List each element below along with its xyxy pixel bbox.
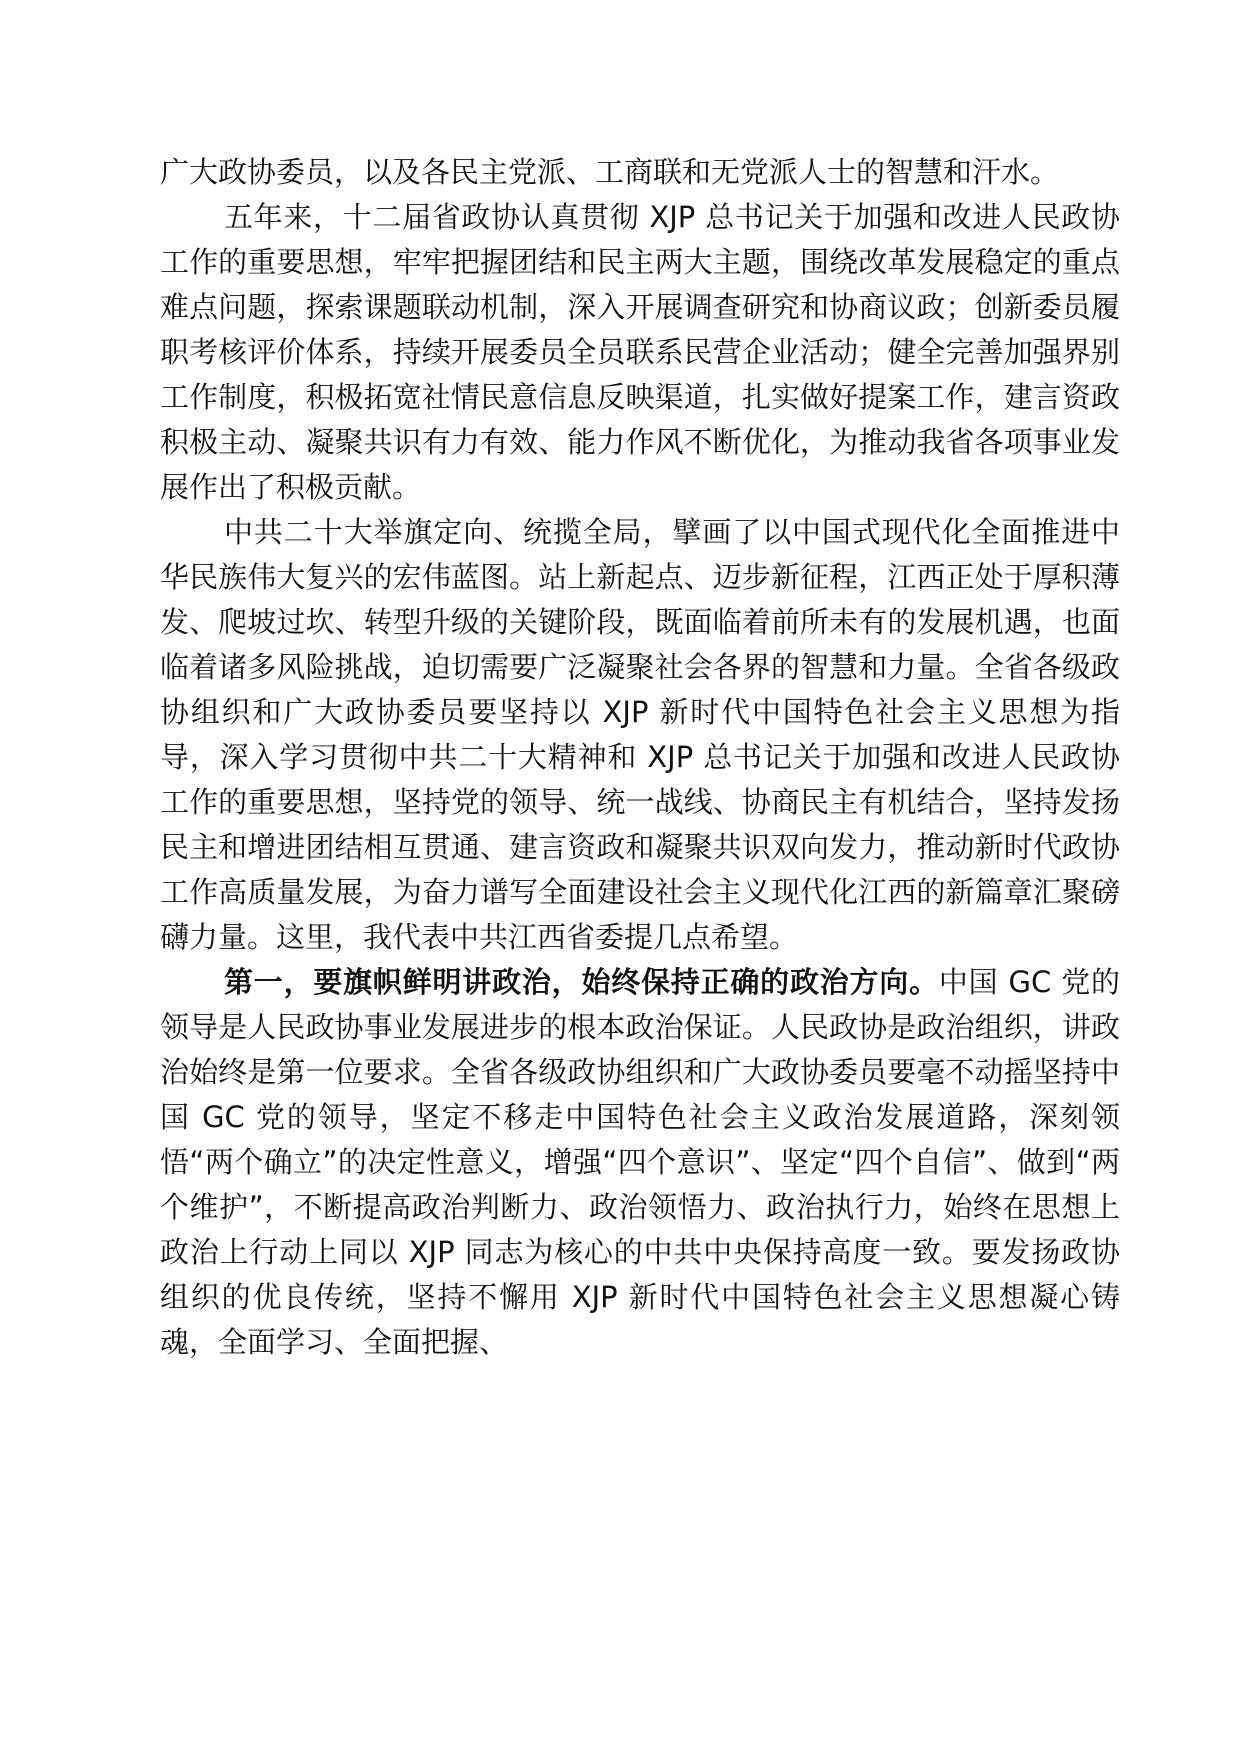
paragraph-first-point: [160, 960, 1120, 1365]
paragraph-lead-heading: 第一，要旗帜鲜明讲政治，始终保持正确的政治方向。: [224, 965, 939, 999]
paragraph-twentieth-congress: 中共二十大举旗定向、统揽全局，擘画了以中国式现代化全面推进中华民族伟大复兴的宏伟蓝图。站上新起点、迈步新征程，江西正处于厚积薄发、爬坡过坎、转型升级的关键阶段，既面临着前所未有的发展机遇，也面临着诸多风险挑战，迫切需要广泛凝聚社会各界的智慧和力量。全省各级政协组织和广大政协委员要坚持以 XJP 新时代中国特色社会主义思想为指导，深入学习贯彻中共二十大精神和 XJP 总书记关于加强和改进人民政协工作的重要思想，坚持党的领导、统一战线、协商民主有机结合，坚持发扬民主和增进团结相互贯通、建言资政和凝聚共识双向发力，推动新时代政协工作高质量发展，为奋力谱写全面建设社会主义现代化江西的新篇章汇聚磅礴力量。这里，我代表中共江西省委提几点希望。: [160, 515, 1120, 954]
paragraph-body: 中国 GC 党的领导是人民政协事业发展进步的根本政治保证。人民政协是政治组织，讲政治始终是第一位要求。全省各级政协组织和广大政协委员要毫不动摇坚持中国 GC 党的领导，坚定不移走中国特色社会主义政治发展道路，深刻领悟“两个确立”的决定性意义，增强“四个意识”、坚定“四个自信”、做到“两个维护”，不断提高政治判断力、政治领悟力、政治执行力，始终在思想上政治上行动上同以 XJP 同志为核心的中共中央保持高度一致。要发扬政协组织的优良传统，坚持不懈用 XJP 新时代中国特色社会主义思想凝心铸魂，全面学习、全面把握、: [160, 965, 1120, 1359]
document-page: [160, 150, 1120, 1365]
paragraph-five-years-review: 五年来，十二届省政协认真贯彻 XJP 总书记关于加强和改进人民政协工作的重要思想，牢牢把握团结和民主两大主题，围绕改革发展稳定的重点难点问题，探索课题联动机制，深入开展调查研究和协商议政；创新委员履职考核评价体系，持续开展委员全员联系民营企业活动；健全完善加强界别工作制度，积极拓宽社情民意信息反映渠道，扎实做好提案工作，建言资政积极主动、凝聚共识有力有效、能力作风不断优化，为推动我省各项事业发展作出了积极贡献。: [160, 200, 1120, 504]
paragraph-continuation: 广大政协委员，以及各民主党派、工商联和无党派人士的智慧和汗水。: [160, 155, 1060, 189]
